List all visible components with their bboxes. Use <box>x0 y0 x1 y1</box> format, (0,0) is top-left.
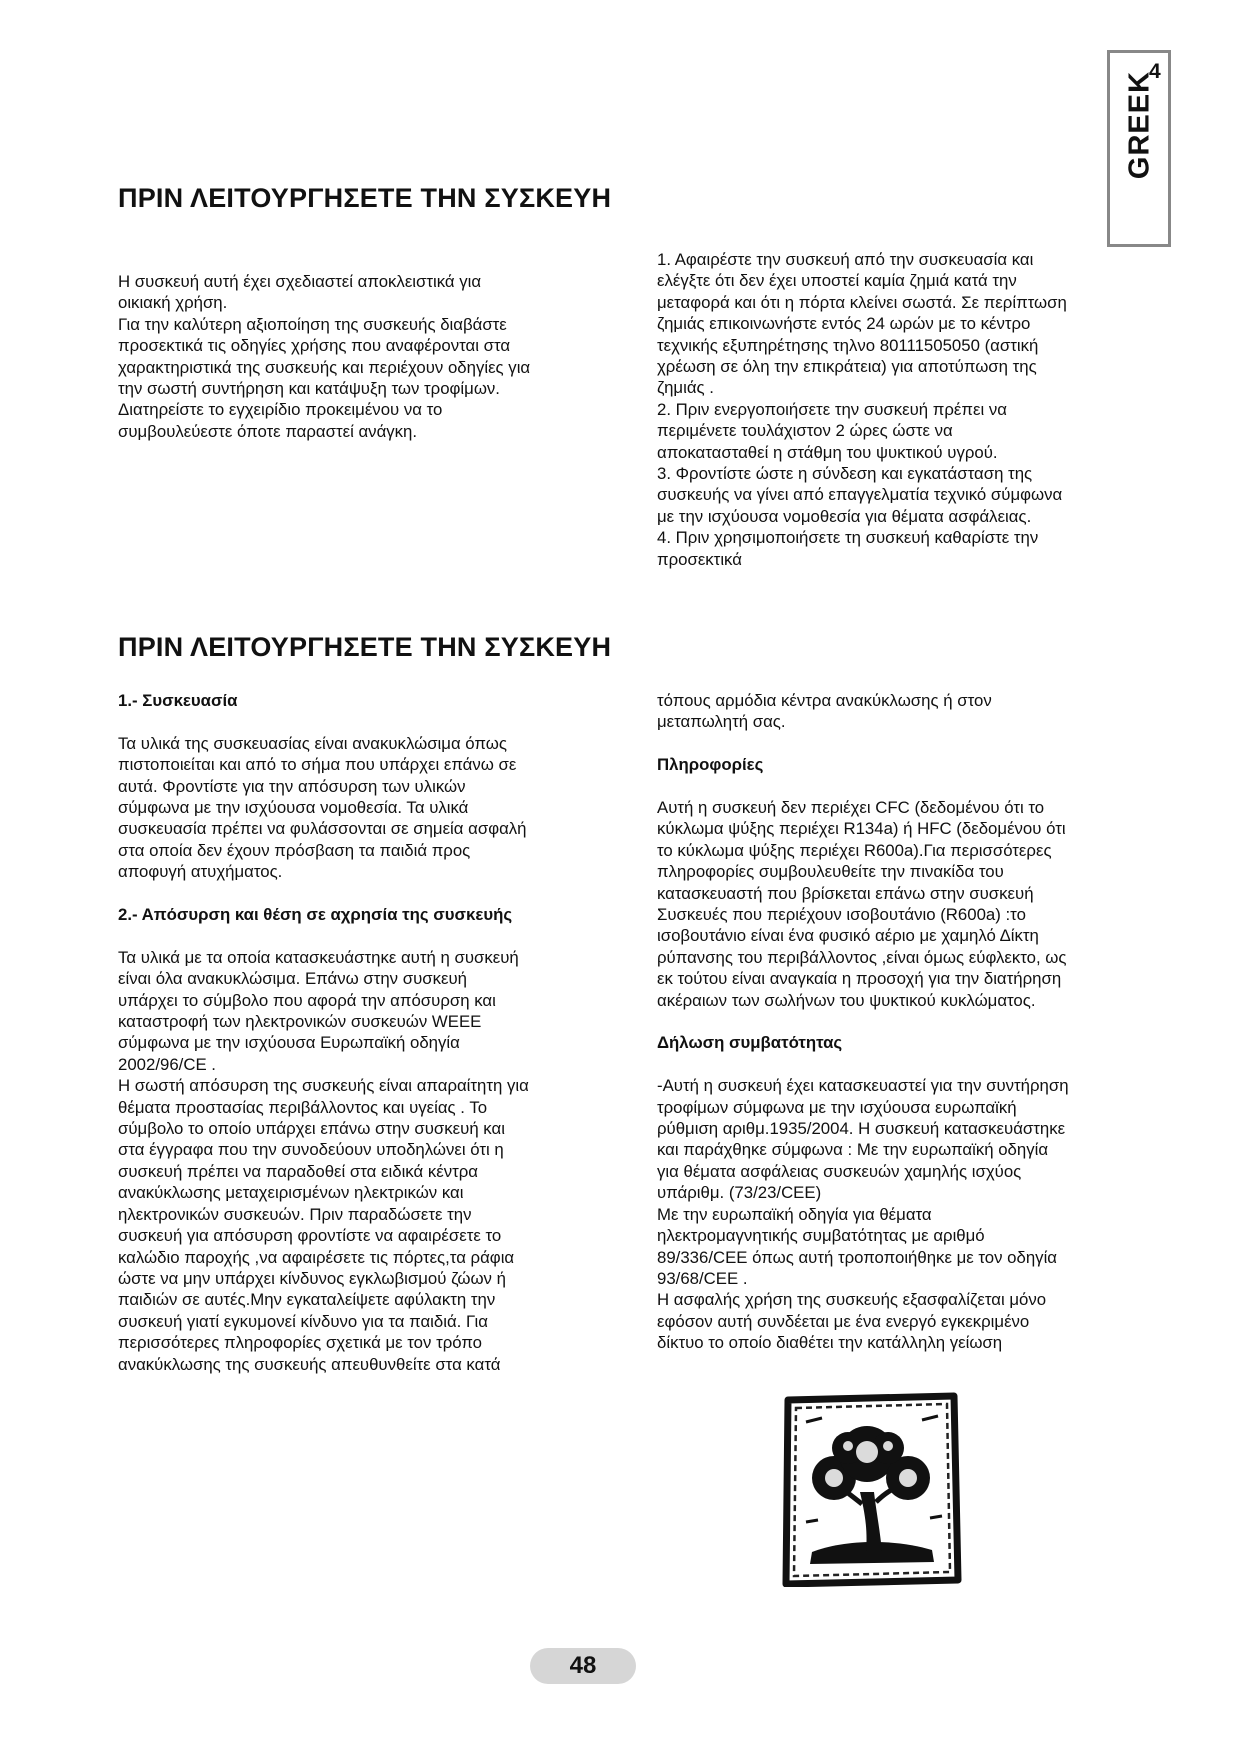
subheading: Δήλωση συμβατότητας <box>657 1033 843 1053</box>
text-line: σύμφωνα με την ισχύουσα Ευρωπαϊκή οδηγία <box>118 1033 460 1053</box>
section2-title: ΠΡΙΝ ΛΕΙΤΟΥΡΓΗΣΕΤΕ ΤΗΝ ΣΥΣΚΕΥΗ <box>118 632 612 662</box>
text-line: θέματα προστασίας περιβάλλοντος και υγείας . Το <box>118 1097 488 1117</box>
text-line: στα οποία δεν έχουν πρόσβαση τα παιδιά προς <box>118 840 471 860</box>
text-line: Συσκευές που περιέχουν ισοβουτάνιο (R600a) :το <box>657 905 1026 925</box>
text-line: την σωστή συντήρηση και κατάψυξη των τροφίμων. <box>118 379 500 399</box>
text-line: Η συσκευή αυτή έχει σχεδιαστεί αποκλειστικά για <box>118 272 482 291</box>
text-line: ακέραιων των σωλήνων του ψυκτικού κυκλώματος. <box>657 990 1036 1010</box>
text-line: ώστε να μην υπάρχει κίνδυνος εγκλωβισμού ζώων ή <box>118 1268 506 1288</box>
text-line: για θέματα ασφάλειας συσκευών χαμηλής ισχύος <box>657 1161 1022 1181</box>
text-line: αποκατασταθεί η στάθμη του ψυκτικού υγρού. <box>657 442 998 462</box>
page-number: 48 <box>530 1648 636 1684</box>
text-line: καταστροφή των ηλεκτρονικών συσκευών WEEE <box>118 1012 482 1032</box>
subheading: 1.- Συσκευασία <box>118 691 238 710</box>
section1-intro-column <box>118 271 530 442</box>
text-line: χαρακτηριστικά της συσκευής και περιέχουν οδηγίες για <box>118 357 531 377</box>
text-line: παιδιών σε αυτές.Μην εγκαταλείψετε αφύλακτη την <box>118 1290 496 1310</box>
text-line: ζημιάς επικοινωνήστε εντός 24 ωρών με το κέντρο <box>657 314 1031 334</box>
text-line: υπάρχει το σύμβολο που αφορά την απόσυρση και <box>118 990 496 1010</box>
text-line: συσκευή πρέπει να παραδοθεί στα ειδικά κέντρα <box>118 1161 478 1181</box>
text-line: αυτά. Φροντίστε για την απόσυρση των υλικών <box>118 776 466 796</box>
text-line: 1. Αφαιρέστε την συσκευή από την συσκευασία και <box>657 250 1034 269</box>
text-line: περισσότερες πληροφορίες σχετικά με τον τρόπο <box>118 1333 483 1353</box>
text-line: Αυτή η συσκευή δεν περιέχει CFC (δεδομένου ότι το <box>657 798 1045 817</box>
section2-right-column <box>657 690 1069 1354</box>
text-line: είναι όλα ανακυκλώσιμα. Επάνω στην συσκευή <box>118 969 468 989</box>
tree-recycling-icon <box>782 1392 962 1587</box>
text-line: ηλεκτρομαγνητικής συμβατότητας με αριθμό <box>657 1226 985 1246</box>
subheading: Πληροφορίες <box>657 755 764 775</box>
text-line: ζημιάς . <box>657 378 714 398</box>
text-line: ρύπανσης του περιβάλλοντος ,είναι όμως εύφλεκτο, ως <box>657 947 1067 967</box>
chapter-number: 4 <box>1149 60 1161 83</box>
paragraph-spacer <box>118 925 529 946</box>
text-line: 2. Πριν ενεργοποιήσετε την συσκευή πρέπει να <box>657 399 1007 419</box>
language-label: GREEK <box>1123 70 1156 180</box>
text-line: πιστοποιείται και από το σήμα που υπάρχει επάνω σε <box>118 755 517 775</box>
text-line: Για την καλύτερη αξιοποίηση της συσκευής διαβάστε <box>118 314 507 334</box>
text-line: σύμβολο το οποίο υπάρχει επάνω στην συσκευή και <box>118 1119 505 1139</box>
text-line: 93/68/CEE . <box>657 1268 748 1288</box>
text-line: Η ασφαλής χρήση της συσκευής εξασφαλίζεται μόνο <box>657 1290 1047 1310</box>
text-line: μεταπωλητή σας. <box>657 712 786 732</box>
text-line: προσεκτικά <box>657 549 742 569</box>
text-line: 89/336/CEE όπως αυτή τροποποιήθηκε με τον οδηγία <box>657 1247 1058 1267</box>
paragraph-spacer <box>657 733 1069 754</box>
text-line: πληροφορίες συμβουλευθείτε την πινακίδα του <box>657 862 1004 882</box>
text-line: 4. Πριν χρησιμοποιήσετε τη συσκευή καθαρίστε την <box>657 528 1039 548</box>
paragraph-spacer <box>118 883 529 904</box>
paragraph-spacer <box>657 1054 1069 1075</box>
text-line: συσκευή γιατί εγκυμονεί κίνδυνο για τα παιδιά. Για <box>118 1311 488 1331</box>
text-line: μεταφορά και ότι η πόρτα κλείνει σωστά. Σε περίπτωση <box>657 292 1067 312</box>
text-line: προσεκτικά τις οδηγίες χρήσης που αναφέρονται στα <box>118 336 511 356</box>
paragraph-spacer <box>657 1011 1069 1032</box>
text-line: οικιακή χρήση. <box>118 293 228 313</box>
text-line: συσκευασία πρέπει να φυλάσσονται σε σημεία ασφαλή <box>118 819 527 839</box>
text-line: κύκλωμα ψύξης περιέχει R134a) ή HFC (δεδομένου ότι <box>657 819 1066 839</box>
text-line: Η σωστή απόσυρση της συσκευής είναι απαραίτητη για <box>118 1076 529 1096</box>
text-line: συσκευή για απόσυρση φροντίστε να αφαιρέσετε το <box>118 1226 502 1246</box>
text-line: συσκευής να γίνει από επαγγελματία τεχνικό σύμφωνα <box>657 485 1063 505</box>
text-line: εκ τούτου είναι αναγκαία η προσοχή για την διατήρηση <box>657 969 1062 989</box>
text-line: 2002/96/CE . <box>118 1054 216 1074</box>
text-line: υπάριθμ. (73/23/CEE) <box>657 1183 822 1203</box>
text-line: ισοβουτάνιο είναι ένα φυσικό αέριο με χαμηλό Δίκτη <box>657 926 1039 946</box>
text-line: στα έγγραφα που την συνοδεύουν υποδηλώνει ότι η <box>118 1140 504 1160</box>
text-line: και παράχθηκε σύμφωνα : Με την ευρωπαϊκή οδηγία <box>657 1140 1049 1160</box>
text-line: συμβουλεύεστε όποτε παραστεί ανάγκη. <box>118 421 418 441</box>
text-line: τροφίμων σύμφωνα με την ισχύουσα ευρωπαϊκή <box>657 1097 1017 1117</box>
text-line: ανακύκλωσης μεταχειρισμένων ηλεκτρικών και <box>118 1183 464 1203</box>
text-line: κατασκευαστή που βρίσκεται επάνω στην συσκευή <box>657 883 1034 903</box>
text-line: ελέγξτε ότι δεν έχει υποστεί καμία ζημιά κατά την <box>657 271 1017 291</box>
text-line: Με την ευρωπαϊκή οδηγία για θέματα <box>657 1204 932 1224</box>
text-line: καλώδιο παροχής ,να αφαιρέσετε τις πόρτες,τα ράφια <box>118 1247 515 1267</box>
text-line: με την ισχύουσα νομοθεσία για θέματα ασφάλειας. <box>657 506 1032 526</box>
text-line: Διατηρείστε το εγχειρίδιο προκειμένου να το <box>118 400 443 420</box>
text-line: δίκτυο το οποίο διαθέτει την κατάλληλη γείωση <box>657 1333 1003 1353</box>
text-line: ηλεκτρονικών συσκευών. Πριν παραδώσετε την <box>118 1204 472 1224</box>
text-line: Τα υλικά της συσκευασίας είναι ανακυκλώσιμα όπως <box>118 733 507 753</box>
text-line: Τα υλικά με τα οποία κατασκευάστηκε αυτή η συσκευή <box>118 947 519 967</box>
text-line: σύμφωνα με την ισχύουσα νομοθεσία. Τα υλικά <box>118 798 469 818</box>
text-line: εφόσον αυτή συνδέεται με ένα ενεργό εγκεκριμένο <box>657 1311 1030 1331</box>
section1-title: ΠΡΙΝ ΛΕΙΤΟΥΡΓΗΣΕΤΕ ΤΗΝ ΣΥΣΚΕΥΗ <box>118 183 612 213</box>
text-line: αποφυγή ατυχήματος. <box>118 862 283 882</box>
text-line: περιμένετε τουλάχιστον 2 ώρες ώστε να <box>657 421 953 441</box>
text-line: το κύκλωμα ψύξης περιέχει R600a).Για περισσότερες <box>657 840 1052 860</box>
paragraph-spacer <box>657 776 1069 797</box>
text-line: ανακύκλωσης της συσκευής απευθυνθείτε στα κατά <box>118 1354 501 1374</box>
text-line: -Αυτή η συσκευή έχει κατασκευαστεί για την συντήρηση <box>657 1076 1069 1096</box>
subheading: 2.- Απόσυρση και θέση σε αχρησία της συσκευής <box>118 905 513 925</box>
text-line: χρέωση σε όλη την επικράτεια) για αποτύπωση της <box>657 357 1037 377</box>
text-line: 3. Φροντίστε ώστε η σύνδεση και εγκατάσταση της <box>657 464 1033 484</box>
paragraph-spacer <box>118 711 529 732</box>
section1-steps-column <box>657 249 1067 570</box>
section2-left-column <box>118 690 529 1375</box>
text-line: τόπους αρμόδια κέντρα ανακύκλωσης ή στον <box>657 691 992 710</box>
text-line: ρύθμιση αριθμ.1935/2004. Η συσκευή κατασκευάστηκε <box>657 1119 1066 1139</box>
text-line: τεχνικής εξυπηρέτησης τηλνο 80111505050 (αστική <box>657 335 1039 355</box>
